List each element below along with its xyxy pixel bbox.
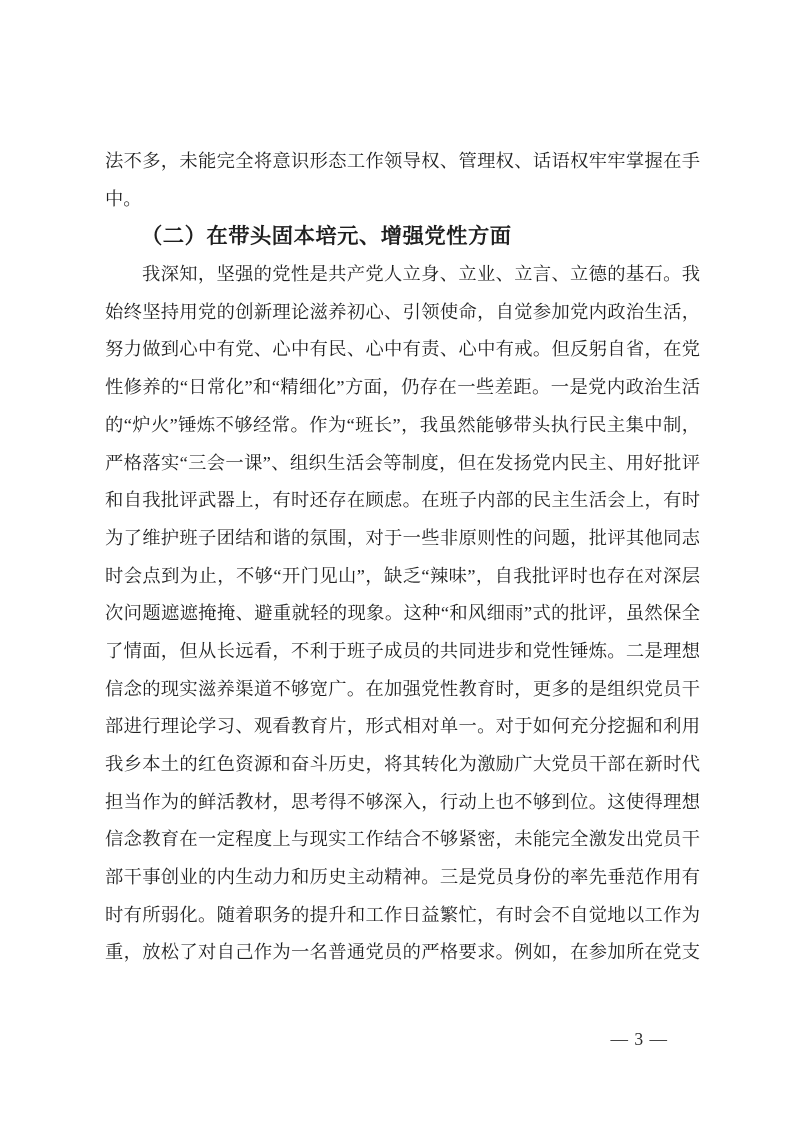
body-line: 和自我批评武器上，有时还存在顾虑。在班子内部的民主生活会上，有时 [105, 490, 700, 511]
body-line: 中。 [105, 188, 142, 209]
body-line: 努力做到心中有党、心中有民、心中有责、心中有戒。但反躬自省，在党 [105, 339, 700, 360]
paragraph-first-line: 我深知，坚强的党性是共产党人立身、立业、立言、立德的基石。我 [142, 264, 700, 285]
body-line: 的“炉火”锤炼不够经常。作为“班长”，我虽然能够带头执行民主集中制， [105, 414, 700, 435]
section-heading: （二）在带头固本培元、增强党性方面 [141, 224, 512, 249]
body-line: 我乡本土的红色资源和奋斗历史，将其转化为激励广大党员干部在新时代 [105, 754, 700, 774]
body-line: 时会点到为止，不够“开门见山”，缺乏“辣味”，自我批评时也存在对深层 [105, 565, 700, 586]
body-line: 担当作为的鲜活教材，思考得不够深入，行动上也不够到位。这使得理想 [105, 791, 700, 812]
body-line: 部进行理论学习、观看教育片，形式相对单一。对于如何充分挖掘和利用 [105, 716, 700, 737]
body-line: 法不多，未能完全将意识形态工作领导权、管理权、话语权牢牢掌握在手 [105, 151, 700, 171]
body-line: 部干事创业的内生动力和历史主动精神。三是党员身份的率先垂范作用有 [105, 867, 700, 888]
body-line: 信念教育在一定程度上与现实工作结合不够紧密，未能完全激发出党员干 [105, 829, 700, 850]
page-number: — 3 — [610, 1029, 668, 1049]
body-line: 始终坚持用党的创新理论滋养初心、引领使命，自觉参加党内政治生活， [105, 301, 700, 322]
body-line: 次问题遮遮掩掩、避重就轻的现象。这种“和风细雨”式的批评，虽然保全 [105, 603, 700, 624]
body-line: 了情面，但从长远看，不利于班子成员的共同进步和党性锤炼。二是理想 [105, 640, 700, 661]
body-line: 信念的现实滋养渠道不够宽广。在加强党性教育时，更多的是组织党员干 [105, 678, 700, 699]
document-body [105, 143, 700, 972]
body-line: 为了维护班子团结和谐的氛围，对于一些非原则性的问题，批评其他同志 [105, 527, 700, 548]
body-line: 严格落实“三会一课”、组织生活会等制度，但在发扬党内民主、用好批评 [105, 452, 700, 473]
body-line: 性修养的“日常化”和“精细化”方面，仍存在一些差距。一是党内政治生活 [105, 377, 700, 398]
body-line: 时有所弱化。随着职务的提升和工作日益繁忙，有时会不自觉地以工作为 [105, 904, 700, 925]
body-line: 重，放松了对自己作为一名普通党员的严格要求。例如，在参加所在党支 [105, 942, 700, 963]
